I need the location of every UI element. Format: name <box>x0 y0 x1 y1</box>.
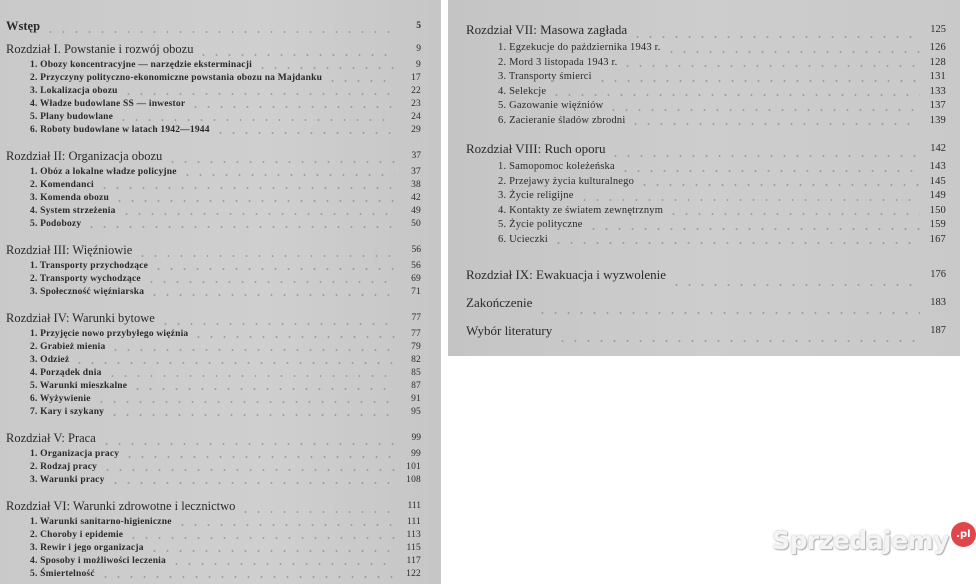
toc-entry <box>6 367 421 380</box>
toc-entry <box>466 160 946 175</box>
toc-entry <box>6 111 421 124</box>
toc-entry <box>6 179 421 192</box>
dot-leader <box>556 340 920 342</box>
dot-leader <box>621 65 920 67</box>
page-number: 9 <box>416 44 421 54</box>
toc-section <box>6 241 421 299</box>
page-number: 77 <box>411 329 421 339</box>
dot-leader <box>326 80 395 82</box>
toc-entry-title: 3. Rewir i jego organizacja <box>30 543 144 553</box>
toc-section <box>466 138 946 247</box>
dot-leader <box>670 284 920 286</box>
toc-entry-title: 5. Warunki mieszkalne <box>30 381 128 391</box>
dot-leader <box>587 228 920 230</box>
toc-entry-title: 6. Roboty budowlane w latach 1942—1944 <box>30 125 210 135</box>
chapter-heading-title: Rozdział VIII: Ruch oporu <box>466 141 606 156</box>
dot-leader <box>550 94 920 96</box>
dot-leader <box>152 268 395 270</box>
toc-entry-title: 4. Władze budowlane SS — inwestor <box>30 99 186 109</box>
page-number: 150 <box>929 204 946 216</box>
dot-leader <box>197 54 395 56</box>
toc-entry-title: 2. Komendanci <box>30 180 94 190</box>
toc-entry-title: 5. Gazowanie więźniów <box>498 100 604 111</box>
page-number: 131 <box>929 71 946 82</box>
dot-leader <box>214 132 395 134</box>
page-number: 187 <box>930 325 946 336</box>
chapter-heading-title: Rozdział III: Więźniowie <box>6 243 133 257</box>
toc-section <box>466 19 946 128</box>
chapter-heading <box>466 138 946 160</box>
page-number: 23 <box>411 99 421 109</box>
chapter-heading <box>6 497 421 516</box>
toc-entry-title: 3. Transporty śmierci <box>498 71 592 82</box>
page-number: 9 <box>416 60 421 70</box>
toc-section <box>6 40 421 137</box>
dot-leader <box>113 200 395 202</box>
chapter-heading <box>466 317 946 345</box>
dot-leader <box>536 312 920 314</box>
toc-entry-title: 2. Rodzaj pracy <box>30 462 98 472</box>
toc-entry <box>6 542 421 555</box>
dot-leader <box>109 349 395 351</box>
toc-entry <box>466 233 946 248</box>
toc-entry <box>466 204 946 219</box>
toc-entry <box>6 59 421 72</box>
toc-entry <box>6 273 421 286</box>
page-number: 79 <box>411 342 421 352</box>
toc-entry <box>6 286 421 299</box>
toc-entry-title: 1. Obóz a lokalne władze policyjne <box>30 167 177 177</box>
chapter-heading-title: Rozdział II: Organizacja obozu <box>6 149 163 163</box>
page-number: 139 <box>929 114 946 126</box>
toc-entry-title: 4. Kontakty ze światem zewnętrznym <box>498 204 664 216</box>
page-number: 99 <box>411 433 421 443</box>
page-number: 95 <box>411 407 421 417</box>
dot-leader <box>101 469 395 471</box>
toc-entry-title: 4. Porządek dnia <box>30 368 102 378</box>
dot-leader <box>607 109 920 111</box>
toc-entry <box>6 98 421 111</box>
toc-entry <box>6 516 421 529</box>
dot-leader <box>192 336 395 338</box>
chapter-heading <box>6 241 421 260</box>
toc-entry <box>6 72 421 85</box>
toc-entry <box>6 218 421 231</box>
toc-section <box>466 317 946 345</box>
toc-entry-title: 2. Grabież mienia <box>30 342 106 352</box>
page-number: 176 <box>930 269 946 280</box>
page-number: 42 <box>411 193 421 203</box>
dot-leader <box>148 294 395 296</box>
watermark-suffix-badge: .pl <box>951 522 976 547</box>
chapter-heading-title: Wybór literatury <box>466 323 553 338</box>
chapter-heading-title: Zakończenie <box>466 295 533 310</box>
chapter-heading <box>6 147 421 166</box>
chapter-heading-title: Rozdział IV: Warunki bytowe <box>6 311 155 325</box>
page-number: 143 <box>929 161 946 172</box>
page-number: 87 <box>411 381 421 391</box>
toc-entry <box>466 189 946 204</box>
toc-entry-title: 1. Samopomoc koleżeńska <box>498 161 615 172</box>
toc-entry <box>466 70 946 85</box>
toc-entry <box>6 555 421 568</box>
toc-entry-title: 4. System strzeżenia <box>30 206 116 216</box>
toc-entry-title: 6. Zacieranie śladów zbrodni <box>498 114 626 126</box>
dot-leader <box>85 226 395 228</box>
toc-entry <box>6 529 421 542</box>
toc-entry-title: 4. Selekcje <box>498 85 547 97</box>
toc-entry <box>466 85 946 100</box>
chapter-heading-title: Rozdział V: Praca <box>6 431 96 445</box>
toc-entry-title: 3. Komenda obozu <box>30 193 109 203</box>
page-number: 17 <box>411 73 421 83</box>
dot-leader <box>159 323 395 325</box>
dot-leader <box>95 401 395 403</box>
toc-entry-title: 2. Transporty wychodzące <box>30 274 141 284</box>
dot-leader <box>108 414 395 416</box>
dot-leader <box>136 255 395 257</box>
page-number: 108 <box>406 475 421 485</box>
page-number: 133 <box>929 85 946 97</box>
toc-entry <box>6 448 421 461</box>
toc-entry <box>6 568 421 581</box>
toc-entry <box>6 260 421 273</box>
toc-entry <box>6 166 421 179</box>
toc-entry <box>6 393 421 406</box>
dot-leader <box>131 388 395 390</box>
chapter-heading-title: Rozdział VII: Masowa zagłada <box>466 22 628 37</box>
toc-entry <box>466 56 946 71</box>
page-number: 167 <box>929 233 946 245</box>
page-number: 5 <box>416 21 421 31</box>
page-number: 56 <box>411 261 421 271</box>
page-number: 149 <box>929 190 946 201</box>
dot-leader <box>122 93 395 95</box>
toc-entry <box>466 114 946 129</box>
toc-section <box>466 289 946 317</box>
page-number: 111 <box>407 501 421 511</box>
dot-leader <box>166 161 395 163</box>
dot-leader <box>44 31 395 33</box>
dot-leader <box>109 482 395 484</box>
toc-entry <box>6 205 421 218</box>
toc-entry <box>6 124 421 137</box>
chapter-heading-title: Rozdział IX: Ewakuacja i wyzwolenie <box>466 267 666 282</box>
chapter-heading-title: Rozdział VI: Warunki zdrowotne i lecznictwo <box>6 499 236 513</box>
chapter-heading <box>466 261 946 289</box>
toc-left-page <box>0 0 441 584</box>
dot-leader <box>189 106 395 108</box>
dot-leader <box>239 511 395 513</box>
toc-entry-title: 3. Społeczność więźniarska <box>30 287 145 297</box>
page-number: 115 <box>406 543 421 553</box>
toc-entry-title: 3. Życie religijne <box>498 190 574 201</box>
page-number: 77 <box>411 313 421 323</box>
toc-entry-title: 2. Choroby i epidemie <box>30 530 124 540</box>
toc-entry-title: 3. Warunki pracy <box>30 475 105 485</box>
toc-entry <box>6 354 421 367</box>
page-number: 113 <box>406 530 421 540</box>
page-number: 128 <box>929 56 946 68</box>
dot-leader <box>552 242 920 244</box>
watermark-text: Sprzedajemy <box>772 526 949 555</box>
page-number: 159 <box>929 219 946 230</box>
chapter-heading <box>466 289 946 317</box>
page-number: 122 <box>406 569 421 579</box>
toc-section <box>466 261 946 289</box>
toc-entry <box>6 461 421 474</box>
page-number: 99 <box>411 449 421 459</box>
page-number: 101 <box>406 462 421 472</box>
dot-leader <box>170 563 395 565</box>
page-number: 145 <box>929 175 946 187</box>
toc-section <box>6 147 421 231</box>
toc-entry <box>6 474 421 487</box>
toc-entry-title: 5. Śmiertelność <box>30 569 95 579</box>
toc-entry <box>6 328 421 341</box>
page-number: 37 <box>411 151 421 161</box>
page-number: 91 <box>411 394 421 404</box>
dot-leader <box>181 174 395 176</box>
page-number: 38 <box>411 180 421 190</box>
chapter-heading <box>466 19 946 41</box>
toc-entry-title: 1. Obozy koncentracyjne — narzędzie eksterminacji <box>30 60 252 70</box>
page-number: 49 <box>411 206 421 216</box>
dot-leader <box>148 550 395 552</box>
toc-entry-title: 7. Kary i szykany <box>30 407 105 417</box>
dot-leader <box>99 576 395 578</box>
page-number: 125 <box>930 24 946 35</box>
toc-entry-title: 6. Ucieczki <box>498 233 549 245</box>
page-number: 85 <box>411 368 421 378</box>
dot-leader <box>127 537 395 539</box>
toc-entry <box>466 175 946 190</box>
toc-entry <box>6 85 421 98</box>
toc-entry-title: 4. Sposoby i możliwości leczenia <box>30 556 166 566</box>
page-number: 142 <box>930 143 946 154</box>
page-number: 183 <box>930 297 946 308</box>
chapter-heading <box>6 429 421 448</box>
dot-leader <box>638 184 920 186</box>
chapter-heading <box>6 309 421 328</box>
dot-leader <box>98 187 395 189</box>
toc-entry-title: 3. Lokalizacja obozu <box>30 86 118 96</box>
toc-entry-title: 1. Organizacja pracy <box>30 449 120 459</box>
dot-leader <box>106 375 395 377</box>
toc-entry-title: 6. Wyżywienie <box>30 394 91 404</box>
page-number: 69 <box>411 274 421 284</box>
toc-section <box>6 309 421 419</box>
dot-leader <box>631 36 920 38</box>
toc-right-page <box>448 0 960 356</box>
dot-leader <box>120 213 395 215</box>
toc-entry-title: 5. Życie polityczne <box>498 219 583 230</box>
page-number: 22 <box>411 86 421 96</box>
dot-leader <box>629 123 920 125</box>
toc-entry <box>466 99 946 114</box>
dot-leader <box>117 119 395 121</box>
dot-leader <box>176 524 395 526</box>
dot-leader <box>609 155 920 157</box>
page-number: 126 <box>929 42 946 53</box>
toc-entry-title: 5. Plany budowlane <box>30 112 114 122</box>
toc-entry-title: 1. Transporty przychodzące <box>30 261 149 271</box>
dot-leader <box>256 67 395 69</box>
toc-entry-title: 5. Podobozy <box>30 219 82 229</box>
toc-section <box>6 497 421 581</box>
chapter-heading-title: Rozdział I. Powstanie i rozwój obozu <box>6 42 194 56</box>
dot-leader <box>667 213 920 215</box>
toc-entry <box>466 218 946 233</box>
dot-leader <box>578 199 920 201</box>
page-number: 117 <box>406 556 421 566</box>
toc-entry-title: 2. Przyczyny polityczno-ekonomiczne powstania obozu na Majdanku <box>30 73 323 83</box>
dot-leader <box>619 170 920 172</box>
page-number: 71 <box>411 287 421 297</box>
toc-entry-title: 1. Warunki sanitarno-higieniczne <box>30 517 172 527</box>
toc-section <box>6 429 421 487</box>
dot-leader <box>100 443 395 445</box>
toc-entry <box>6 406 421 419</box>
dot-leader <box>123 456 395 458</box>
page-number: 50 <box>411 219 421 229</box>
page-number: 137 <box>929 100 946 111</box>
dot-leader <box>596 80 920 82</box>
page-number: 82 <box>411 355 421 365</box>
dot-leader <box>73 362 395 364</box>
chapter-heading-title: Wstęp <box>6 19 41 33</box>
toc-entry <box>6 192 421 205</box>
toc-entry <box>466 41 946 56</box>
chapter-heading <box>6 17 421 36</box>
page-number: 111 <box>406 517 421 527</box>
page-number: 37 <box>411 167 421 177</box>
dot-leader <box>145 281 395 283</box>
toc-entry-title: 2. Przejawy życia kulturalnego <box>498 175 635 187</box>
toc-section <box>6 17 421 36</box>
dot-leader <box>665 51 920 53</box>
toc-entry <box>6 380 421 393</box>
chapter-heading <box>6 40 421 59</box>
page-number: 24 <box>411 112 421 122</box>
toc-entry-title: 1. Przyjęcie nowo przybyłego więźnia <box>30 329 189 339</box>
toc-entry <box>6 341 421 354</box>
sprzedajemy-watermark-logo <box>772 526 976 555</box>
page-number: 29 <box>411 125 421 135</box>
toc-entry-title: 1. Egzekucje do października 1943 r. <box>498 42 661 53</box>
toc-entry-title: 2. Mord 3 listopada 1943 r. <box>498 56 618 68</box>
page-number: 56 <box>411 245 421 255</box>
toc-entry-title: 3. Odzież <box>30 355 70 365</box>
